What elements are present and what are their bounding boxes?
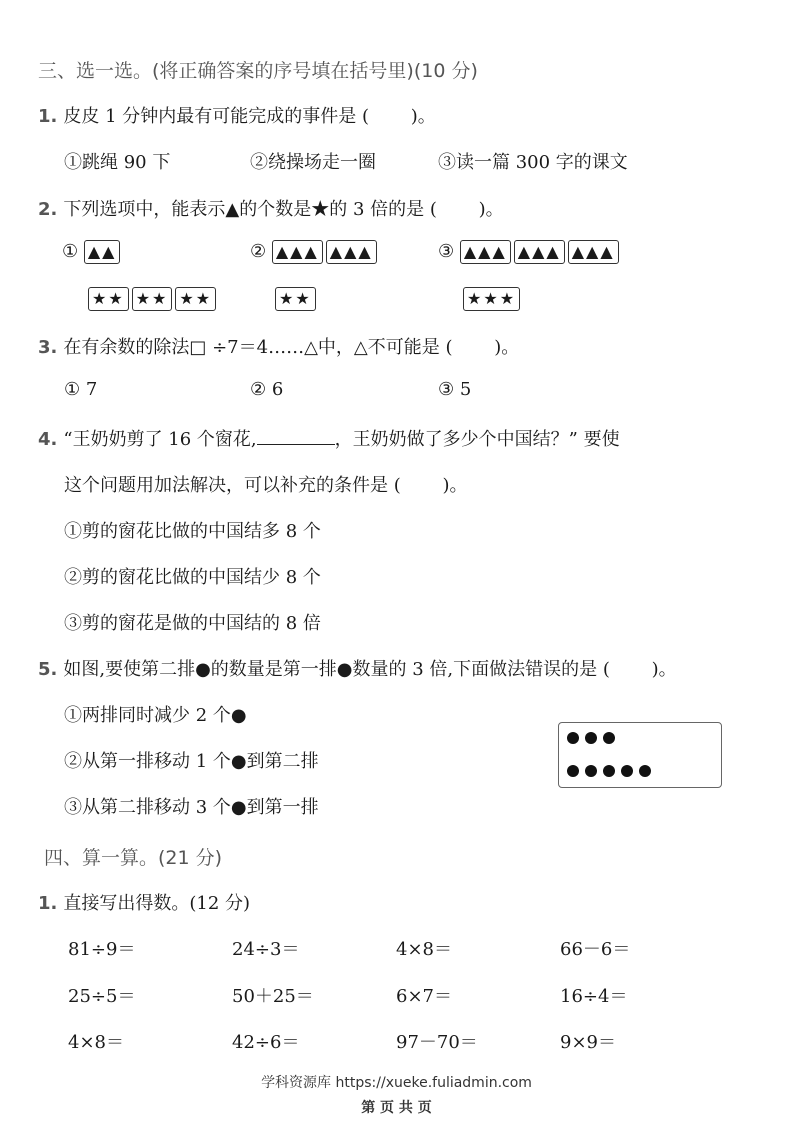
question-number: 2.	[38, 199, 58, 220]
calc-item: 4×8＝	[68, 1032, 124, 1053]
section3-title: 三、选一选。(将正确答案的序号填在括号里)(10 分)	[38, 60, 478, 82]
triangle-group: ▲▲▲	[514, 240, 565, 264]
calc-item: 6×7＝	[396, 986, 452, 1007]
triangle-group: ▲▲▲	[568, 240, 619, 264]
q5-option-1: ①两排同时减少 2 个●	[64, 705, 247, 726]
dot	[603, 732, 615, 744]
dot	[621, 765, 633, 777]
dots-figure	[558, 722, 722, 788]
question-text-a: “王奶奶剪了 16 个窗花,	[63, 429, 257, 450]
footer-page: 第 页 共 页	[361, 1100, 432, 1116]
q4-option-2: ②剪的窗花比做的中国结少 8 个	[64, 567, 321, 588]
calc-item: 4×8＝	[396, 939, 452, 960]
q5-option-2: ②从第一排移动 1 个●到第二排	[64, 751, 319, 772]
calc-item: 24÷3＝	[232, 939, 300, 960]
q1-option-1: ①跳绳 90 下	[64, 152, 171, 173]
question-2	[38, 195, 504, 221]
q4-option-1: ①剪的窗花比做的中国结多 8 个	[64, 521, 321, 542]
question-number: 1.	[38, 893, 58, 914]
q2-option-3-stars	[463, 287, 523, 311]
question-4-line2: 这个问题用加法解决，可以补充的条件是 ( )。	[64, 475, 468, 496]
question-3	[38, 333, 519, 359]
triangle-group: ▲▲▲	[460, 240, 511, 264]
question-number: 3.	[38, 337, 58, 358]
star-group: ★★	[132, 287, 173, 311]
star-group: ★★	[88, 287, 129, 311]
triangle-group: ▲▲▲	[326, 240, 377, 264]
calc-item: 25÷5＝	[68, 986, 136, 1007]
question-text: 皮皮 1 分钟内最有可能完成的事件是 ( )。	[63, 106, 436, 127]
triangle-group: ▲▲	[84, 240, 121, 264]
calc-item: 81÷9＝	[68, 939, 136, 960]
option-label: ①	[62, 241, 79, 262]
question-5	[38, 655, 677, 681]
triangle-group: ▲▲▲	[272, 240, 323, 264]
q2-option-2-stars	[275, 287, 319, 311]
q1-option-2: ②绕操场走一圈	[250, 152, 376, 173]
star-group: ★★	[175, 287, 216, 311]
question-text-b: ，王奶奶做了多少个中国结？” 要使	[334, 429, 620, 450]
q5-option-3: ③从第二排移动 3 个●到第一排	[64, 797, 319, 818]
calc-item: 16÷4＝	[560, 986, 628, 1007]
footer-source: 学科资源库 https://xueke.fuliadmin.com	[261, 1075, 532, 1091]
option-label: ②	[250, 241, 267, 262]
calc-item: 66－6＝	[560, 939, 631, 960]
calc-item: 42÷6＝	[232, 1032, 300, 1053]
question-1	[38, 102, 436, 128]
q3-option-3: ③ 5	[438, 379, 472, 400]
question-number: 4.	[38, 429, 58, 450]
question-text: 在有余数的除法□ ÷7＝4……△中，△不可能是 ( )。	[63, 337, 520, 358]
star-group: ★★	[275, 287, 316, 311]
section4-title: 四、算一算。(21 分)	[44, 847, 223, 869]
q2-option-3	[438, 240, 622, 264]
calc-item: 50＋25＝	[232, 986, 314, 1007]
q3-option-1: ① 7	[64, 379, 98, 400]
option-label: ③	[438, 241, 455, 262]
q1-option-3: ③读一篇 300 字的课文	[438, 152, 628, 173]
answer-blank[interactable]	[257, 428, 335, 445]
calc-item: 97－70＝	[396, 1032, 478, 1053]
calc-item: 9×9＝	[560, 1032, 616, 1053]
question-4	[38, 425, 620, 451]
q2-option-2	[250, 240, 380, 264]
q4-option-3: ③剪的窗花是做的中国结的 8 倍	[64, 613, 321, 634]
dot	[567, 765, 579, 777]
question-text: 下列选项中，能表示▲的个数是★的 3 倍的是 ( )。	[63, 199, 504, 220]
question-text: 如图,要使第二排●的数量是第一排●数量的 3 倍,下面做法错误的是 ( )。	[63, 659, 677, 680]
dot	[567, 732, 579, 744]
question-text: 直接写出得数。(12 分)	[63, 893, 251, 914]
q3-option-2: ② 6	[250, 379, 284, 400]
q2-option-1-stars	[88, 287, 219, 311]
dot	[603, 765, 615, 777]
dot	[585, 732, 597, 744]
dot	[585, 765, 597, 777]
question-number: 5.	[38, 659, 58, 680]
star-group: ★★★	[463, 287, 520, 311]
question-number: 1.	[38, 106, 58, 127]
section4-question-1	[38, 889, 250, 915]
dot	[639, 765, 651, 777]
q2-option-1	[62, 240, 123, 264]
